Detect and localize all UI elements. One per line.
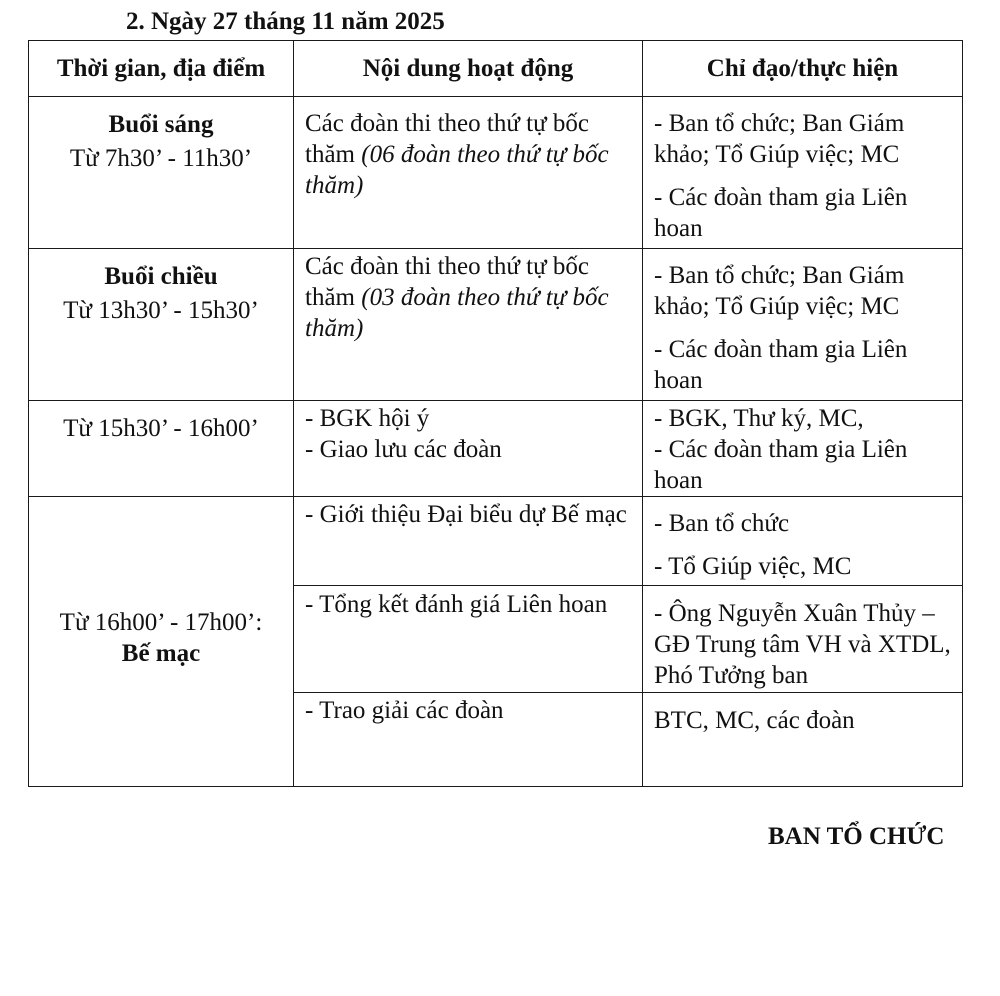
header-activity-content: Nội dung hoạt động [294,41,643,97]
table-row [29,97,963,249]
row-morning-time [29,97,294,249]
content-text: Các đoàn thi theo thứ tự bốc thăm [305,110,589,168]
content-line: - Giao lưu các đoàn [305,436,502,463]
row-afternoon-direction [643,249,963,401]
schedule-table [28,40,963,787]
session-label: Bế mạc [121,640,201,667]
row-morning-content [294,97,643,249]
direction-line: - Ban tổ chức; Ban Giám khảo; Tổ Giúp việc; MC [654,110,905,168]
table-row [29,497,963,586]
table-row [29,249,963,401]
direction-line: - BGK, Thư ký, MC, [654,405,864,432]
row-closing-time [29,497,294,787]
row-closing-summary-content: - Tổng kết đánh giá Liên hoan [294,586,643,693]
time-range: Từ 15h30’ - 16h00’ [63,415,259,442]
session-label: Buổi chiều [104,263,218,290]
direction-line: - Ban tổ chức; Ban Giám khảo; Tổ Giúp việc; MC [654,262,905,320]
time-range: Từ 13h30’ - 15h30’ [63,297,259,324]
content-line: - BGK hội ý [305,405,430,432]
row-afternoon-content [294,249,643,401]
header-time-place: Thời gian, địa điểm [29,41,294,97]
row-closing-awards-direction: BTC, MC, các đoàn [643,693,963,787]
row-review-content [294,401,643,497]
row-closing-summary-direction: - Ông Nguyễn Xuân Thủy – GĐ Trung tâm VH và XTDL, Phó Tưởng ban [643,586,963,693]
direction-line: - Tổ Giúp việc, MC [654,553,852,580]
content-text: Các đoàn thi theo thứ tự bốc thăm [305,253,589,311]
row-closing-intro-content: - Giới thiệu Đại biểu dự Bế mạc [294,497,643,586]
section-heading: 2. Ngày 27 tháng 11 năm 2025 [126,8,445,35]
time-range: Từ 16h00’ - 17h00’: [59,609,263,636]
row-afternoon-time [29,249,294,401]
time-range: Từ 7h30’ - 11h30’ [69,145,253,172]
direction-line: - Các đoàn tham gia Liên hoan [654,336,908,394]
session-label: Buổi sáng [108,111,214,138]
content-note: (06 đoàn theo thứ tự bốc thăm) [305,141,609,199]
direction-line: - Các đoàn tham gia Liên hoan [654,184,908,242]
row-review-time [29,401,294,497]
row-morning-direction [643,97,963,249]
content-note: (03 đoàn theo thứ tự bốc thăm) [305,284,609,342]
table-header-row [29,41,963,97]
direction-line: - Các đoàn tham gia Liên hoan [654,436,908,494]
row-closing-awards-content: - Trao giải các đoàn [294,693,643,787]
table-row [29,401,963,497]
row-review-direction [643,401,963,497]
direction-line: - Ban tổ chức [654,510,790,537]
signature-organizing-committee: BAN TỔ CHỨC [768,823,945,850]
row-closing-intro-direction [643,497,963,586]
header-direction: Chỉ đạo/thực hiện [643,41,963,97]
